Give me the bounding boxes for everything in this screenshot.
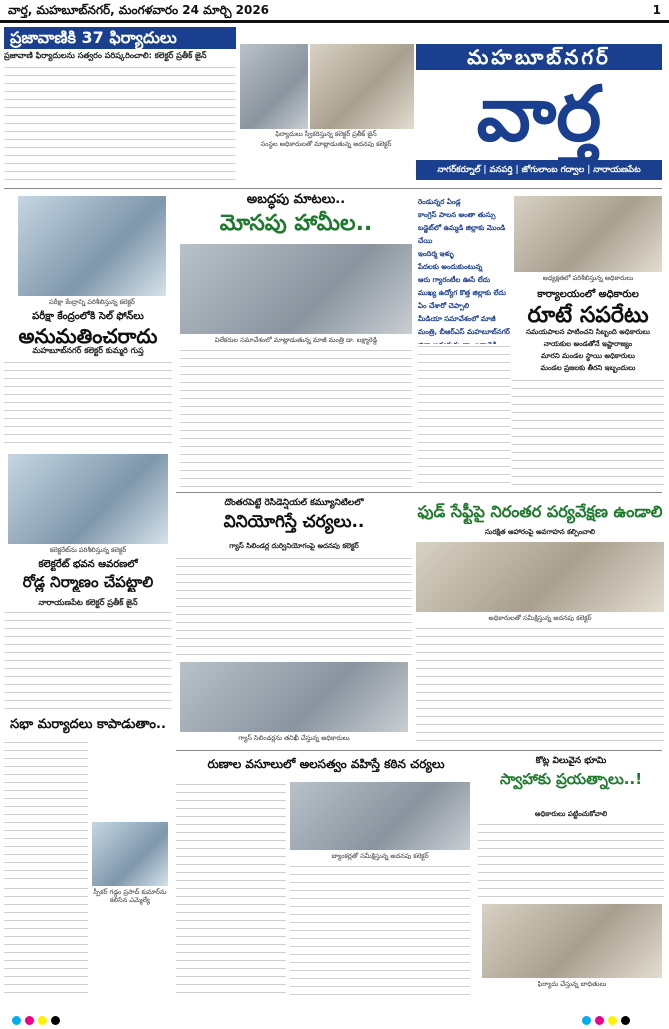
photo-caption: గ్యాస్ సిలిండర్లను తనిఖీ చేస్తున్న అధికారులు [238,734,350,742]
story-kicker: సురక్షిత ఆహారంపై అవగాహన కల్పించాలి [485,528,595,536]
story-body-text [180,348,412,488]
highlight-line: పేదలకు అందుకుంటున్న [418,263,483,271]
news-photo [416,542,664,612]
story-body-text [4,65,236,185]
story-headline-block [4,310,172,348]
section-rule [176,492,662,493]
news-photo [8,454,168,544]
news-photo [180,662,408,732]
story-body-text [4,740,88,880]
story-headline-small: కోట్ల విలువైన భూమి [535,756,607,766]
story-body-text [4,886,88,996]
story-headline-small: పరీక్షా కేంద్రంలోకి సెల్ ఫోన్‌లు [32,311,144,322]
story-headline: ప్రజావాణికి 37 ఫిర్యాదులు [4,27,236,49]
story-headline-block [176,192,416,240]
story-body-text [290,864,470,996]
highlight-line: ముఖ్య ఉద్యోగ కొత్త జిల్లాకు లేదు [418,289,506,297]
masthead [416,44,662,184]
story-headline: మోసపు హామీల.. [219,211,373,236]
photo-caption: విలేకరుల సమావేశంలో మాట్లాడుతున్న మాజీ మంత్రి డా. లక్ష్మారెడ్డి [214,336,378,344]
story-headline: రోడ్ల నిర్మాణం చేపట్టాలి [22,573,154,591]
story-kicker: నారాయణపేట కలెక్టర్ ప్రతీక్ జైన్ [38,598,138,607]
masthead-district: మహబూబ్‌నగర్ [416,44,662,70]
news-photo [310,44,414,129]
story-kicker: గ్యాస్ సిలిండర్ల దుర్వినియోగంపై అదనపు కలెక్టర్ [229,542,359,550]
registration-marks [580,1010,660,1022]
news-photo [18,196,166,296]
story-headline-block [176,498,412,540]
highlight-line: మంత్రి, బీఆర్ఎస్ మహబూబ్‌నగర్ [418,328,510,336]
photo-caption: అధికారులతో సమీక్షిస్తున్న అదనపు కలెక్టర్ [488,614,592,622]
news-photo [92,822,168,886]
story-headline-small: అబద్ధపు మాటలు.. [246,192,346,207]
story-highlights [418,196,510,346]
page-number: 1 [652,3,661,17]
story-body-text [512,378,664,488]
news-photo [240,44,308,129]
story-kicker: మహబూబ్‌నగర్ కలెక్టర్ కుమ్మరి గుప్త [32,346,144,355]
masthead-subdistricts: నాగర్‌కర్నూల్ | వనపర్తి | జోగులాంబ గద్వాల | నారాయణపేట [416,160,662,180]
story-headline-small: కార్యాలయంలో అధికారుల [537,289,639,300]
highlight-line: రెండున్నర ఏండ్ల [418,198,461,206]
section-rule [4,188,662,189]
story-headline-small: కలెక్టరేట్ భవన ఆవరణలో [38,559,138,570]
story-headline: స్వాహాకు ప్రయత్నాలు..! [499,770,643,788]
story-kicker: మారని మండల స్థాయి అధికారులు [541,352,635,360]
highlight-line: ఇందిర్మ ఇళ్ళు [418,250,454,258]
story-body-text [478,822,664,902]
story-headline: సభా మర్యాదలు కాపాడుతాం.. [10,717,166,732]
header-rule [0,20,669,23]
story-headline-block [478,756,664,810]
story-kicker: నాయకుల అండతోనే ఇష్టారాజ్యం [543,340,633,348]
story-headline: అనుమతించరాదు [18,324,158,348]
photo-caption: బ్యాంకర్లతో సమీక్షిస్తున్న అదనపు కలెక్టర్ [331,852,429,860]
story-praja-vani [4,27,236,187]
photo-caption: ఫిర్యాదులు స్వీకరిస్తున్న కలెక్టర్ ప్రతీక్ జైన్ [275,130,377,138]
photo-caption: స్పీకర్ గడ్డం ప్రసాద్ కుమార్‌ను కలిసిన ఎమ్మెల్యే [93,888,167,904]
story-kicker: అధికారులు పట్టించుకోవాలి [534,810,608,818]
page-header-title: వార్త, మహబూబ్‌నగర్, మంగళవారం 24 మార్చి 2026 [8,3,270,17]
story-body-text [416,626,664,746]
masthead-brand: వార్త [476,69,602,158]
story-headline-block [4,558,172,598]
story-body-text [176,556,412,656]
story-body-text [4,610,172,710]
story-headline: ఫుడ్ సేఫ్టీపై నిరంతర పర్యవేక్షణ ఉండాలి [417,502,663,521]
photo-caption: కలెక్టరేట్‌ను పరిశీలిస్తున్న కలెక్టర్ [49,546,127,554]
story-kicker: ప్రజావాణి ఫిర్యాదులను సత్వరం పరిష్కరించాలి: కలెక్టర్ ప్రతీక్ జైన్ [4,51,207,60]
story-body-text [418,344,510,488]
photo-caption: అధ్యక్షతలో పరిశీలిస్తున్న అధికారులు [542,274,634,282]
story-body-text [4,360,172,450]
news-photo [514,196,662,272]
story-headline-small: దొంతరపెట్టే రెసిడెన్షియల్ కమ్యూనిటీలలో [224,498,364,508]
story-kicker: సమయపాలన పాటించని సిబ్బంది అధికారులు [526,328,650,336]
story-body-text [176,782,286,996]
story-headline: వినియోగిస్తే చర్యలు.. [223,512,365,532]
story-headline: రుణాల వసూలులో అలసత్వం వహిస్తే కఠిన చర్యలు [207,757,445,771]
news-photo [482,904,662,978]
highlight-line: ఆరు గ్యారంటీల ఊసే లేదు [418,276,491,284]
story-headline: రూటే సపరేటు [527,303,649,328]
section-rule [176,750,662,751]
news-photo [180,244,412,334]
highlight-line: మీడియా సమావేశంలో మాజీ [418,315,496,323]
story-headline-block [4,714,172,736]
photo-caption: పరీక్షా కేంద్రాన్ని పరిశీలిస్తున్న కలెక్టర్ [49,298,135,306]
highlight-line: కాంగ్రెస్ పాలన అంతా తుస్సు [418,211,496,219]
story-kicker: మండల ప్రజలకు తీరని ఇబ్బందులు [540,364,636,372]
photo-caption: ఫిర్యాదు చేస్తున్న బాధితులు [537,980,607,988]
news-photo [290,782,470,850]
highlight-line: ఏం చేశారో చెప్పాలి [418,302,470,310]
highlight-line: బడ్జెట్‌లో ఉమ్మడి జిల్లాకు మొండి చేయి [418,224,506,245]
photo-caption: సంస్థల అధికారులతో మాట్లాడుతున్న అదనపు కలెక్టర్ [260,140,392,148]
registration-marks [10,1010,90,1022]
